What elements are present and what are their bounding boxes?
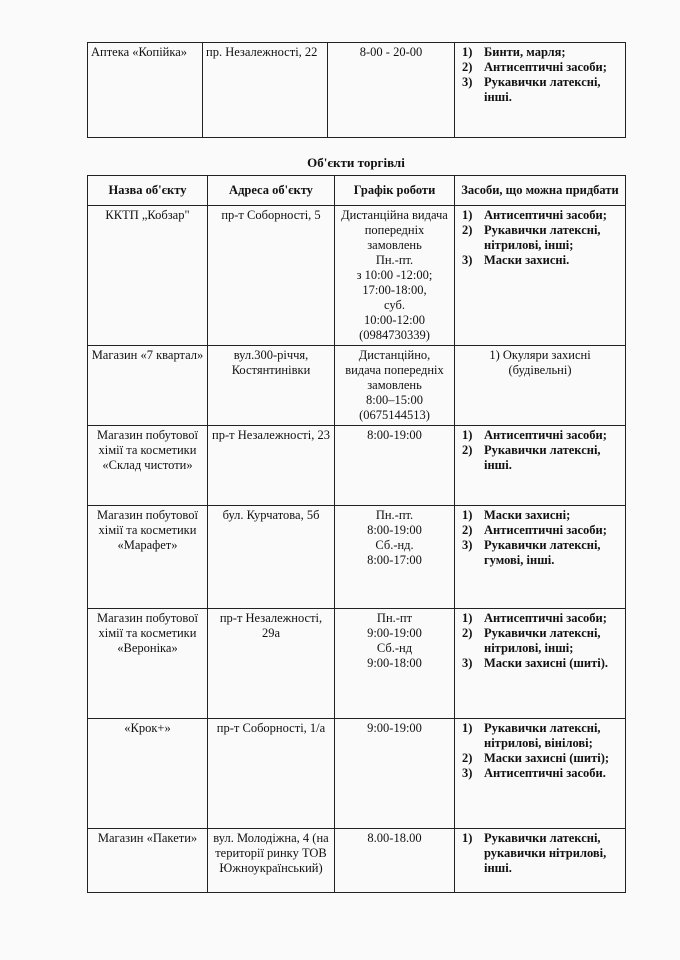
- list-item: 1) Маски захисні;: [462, 508, 571, 522]
- means-list: [458, 508, 622, 568]
- list-item: 3) Маски захисні.: [462, 253, 570, 267]
- table-header-row: [88, 176, 626, 206]
- table-row: [88, 506, 626, 609]
- means-cell: [455, 206, 626, 346]
- list-item: 1) Антисептичні засоби;: [462, 208, 607, 222]
- means-list: [458, 428, 622, 473]
- list-item: 2) Рукавички латексні, нітрилові, інші;: [462, 626, 601, 655]
- means-cell: [455, 609, 626, 719]
- object-address-cell: вул. Молодіжна, 4 (на території ринку ТОВ Южноукраїнський): [208, 829, 335, 893]
- schedule-cell: 8:00-19:00: [335, 426, 455, 506]
- schedule-cell: 8-00 - 20-00: [328, 43, 455, 138]
- means-cell: [455, 506, 626, 609]
- list-item: 1) Рукавички латексні, нітрилові, вінілові;: [462, 721, 601, 750]
- object-address-cell: бул. Курчатова, 5б: [208, 506, 335, 609]
- means-cell: [455, 719, 626, 829]
- list-item: 1) Антисептичні засоби;: [462, 428, 607, 442]
- means-list: [458, 721, 622, 781]
- list-item: 1) Антисептичні засоби;: [462, 611, 607, 625]
- object-name-cell: Магазин «Пакети»: [88, 829, 208, 893]
- object-address-cell: пр-т Соборності, 5: [208, 206, 335, 346]
- object-name-cell: Магазин побутової хімії та косметики «Склад чистоти»: [88, 426, 208, 506]
- list-item: 2) Антисептичні засоби;: [462, 60, 607, 74]
- table-row: [88, 426, 626, 506]
- object-name-cell: Магазин «7 квартал»: [88, 346, 208, 426]
- header-means: Засоби, що можна придбати: [455, 176, 626, 206]
- schedule-cell: Дистанційно, видача попередніх замовлень 8:00–15:00 (0675144513): [335, 346, 455, 426]
- schedule-cell: Пн.-пт 9:00-19:00 Сб.-нд 9:00-18:00: [335, 609, 455, 719]
- pharmacy-table: [87, 42, 626, 138]
- object-name-cell: Аптека «Копійка»: [88, 43, 203, 138]
- object-name-cell: Магазин побутової хімії та косметики «Марафет»: [88, 506, 208, 609]
- means-list: [458, 611, 622, 671]
- list-item: 3) Рукавички латексні, гумові, інші.: [462, 538, 601, 567]
- schedule-cell: 8.00-18.00: [335, 829, 455, 893]
- means-list: [458, 831, 622, 876]
- list-item: 2) Рукавички латексні, інші.: [462, 443, 601, 472]
- table-row: [88, 346, 626, 426]
- object-address-cell: пр. Незалежності, 22: [203, 43, 328, 138]
- object-address-cell: пр-т Незалежності, 23: [208, 426, 335, 506]
- object-address-cell: пр-т Незалежності, 29а: [208, 609, 335, 719]
- schedule-cell: 9:00-19:00: [335, 719, 455, 829]
- header-address: Адреса об'єкту: [208, 176, 335, 206]
- list-item: 2) Маски захисні (шиті);: [462, 751, 610, 765]
- list-item: 2) Антисептичні засоби;: [462, 523, 607, 537]
- schedule-cell: Пн.-пт. 8:00-19:00 Сб.-нд. 8:00-17:00: [335, 506, 455, 609]
- means-cell: [455, 426, 626, 506]
- object-name-cell: Магазин побутової хімії та косметики «Вероніка»: [88, 609, 208, 719]
- trade-objects-table: [87, 175, 626, 893]
- list-item: 3) Маски захисні (шиті).: [462, 656, 609, 670]
- list-item: 2) Рукавички латексні, нітрилові, інші;: [462, 223, 601, 252]
- table-row: [88, 609, 626, 719]
- header-schedule: Графік роботи: [335, 176, 455, 206]
- means-cell: [455, 43, 626, 138]
- list-item: 1) Бинти, марля;: [462, 45, 566, 59]
- header-name: Назва об'єкту: [88, 176, 208, 206]
- object-name-cell: «Крок+»: [88, 719, 208, 829]
- table-row: [88, 719, 626, 829]
- object-address-cell: вул.300-річчя, Костянтинівки: [208, 346, 335, 426]
- table-row: [88, 206, 626, 346]
- means-cell: [455, 829, 626, 893]
- section-title: Об'єкти торгівлі: [307, 155, 405, 170]
- table-row: [88, 43, 626, 138]
- means-list: [458, 45, 622, 105]
- schedule-cell: Дистанційна видача попередніх замовлень Пн.-пт. з 10:00 -12:00; 17:00-18:00, суб. 10:00-12:00 (0984730339): [335, 206, 455, 346]
- means-cell: 1) Окуляри захисні (будівельні): [455, 346, 626, 426]
- list-item: 3) Рукавички латексні, інші.: [462, 75, 601, 104]
- means-list: [458, 208, 622, 268]
- object-name-cell: ККТП „Кобзар": [88, 206, 208, 346]
- table-row: [88, 829, 626, 893]
- list-item: 1) Рукавички латексні, рукавички нітрилові, інші.: [462, 831, 607, 875]
- list-item: 3) Антисептичні засоби.: [462, 766, 606, 780]
- object-address-cell: пр-т Соборності, 1/а: [208, 719, 335, 829]
